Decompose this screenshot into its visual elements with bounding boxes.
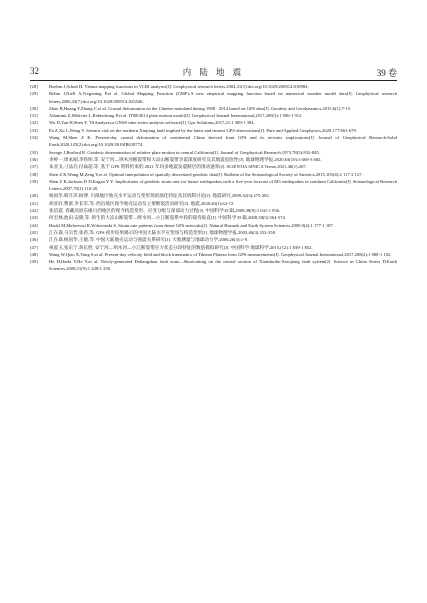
reference-entry xyxy=(30,214,397,221)
reference-entry xyxy=(30,222,397,229)
reference-text: Boehm J,Schuh H. Vienna mapping functions in VLBI analyses[J]. Geophysical research letters,2004,31(1):doi.org/10.1029/2003GL018984. xyxy=(49,84,309,89)
reference-entry xyxy=(30,112,397,119)
reference-text: Hackl M,Malservisi R,Wdowinski S. Strain rate patterns from dense GPS networks[J]. Natural Hazards and Earth System Sciences,2009,9(4):1 177-1 187. xyxy=(49,222,334,228)
reference-text: 李婷一,周本刚,李铁明,等. 安宁河—则木河断裂带和大凉山断裂带孕震深度研究及其地震危险性[J]. 地球物理学报,2020,63(10):3 669-3 682. xyxy=(49,156,322,162)
reference-number: [46] xyxy=(30,237,38,243)
reference-text: 胡亚轩,曹蕾,李长军,等. 西昌地区现今地壳运动及主要断裂活动研究[J]. 地震,2020,40(1):62-72. xyxy=(49,200,235,206)
reference-text: Fu Z,Xu L,Wang Y. Seismic risk on the northern Xinjiang fault implied by the latest and nearest GPS observations[J]. Pure and Applied Geophysics,2020,177:661-679. xyxy=(49,127,358,133)
reference-entry xyxy=(30,134,397,149)
reference-number: [28] xyxy=(30,84,38,89)
reference-number: [47] xyxy=(30,244,38,250)
reference-entry xyxy=(30,244,397,251)
reference-number: [38] xyxy=(30,171,38,177)
reference-number: [32] xyxy=(30,120,38,126)
reference-entry xyxy=(30,156,397,163)
reference-list xyxy=(30,83,397,273)
reference-text: 江在森,杨国华,王敏,等. 中国大陆地壳运动与强震关系研究[J]. 大地测量与地球动力学,2006,26(3):1-9. xyxy=(49,237,249,243)
reference-text: Shen Z K,Wang M,Zeng Y,et al. Optimal interpolation of spatially discretized geodetic data[J]. Bulletin of the Seismological Society of America,2015,105(4):2 117-2 127. xyxy=(49,171,363,177)
reference-entry xyxy=(30,207,397,214)
reference-text: Wang M,Shen Z K. Present-day crustal deformation of continental China derived from GPS and its tectonic implications[J]. Journal of Geophysical Research:Solid Earth,2020,125(2):doi.org/10.1029/2019JB018774. xyxy=(49,135,397,148)
reference-entry xyxy=(30,236,397,243)
reference-entry xyxy=(30,90,397,105)
reference-number: [30] xyxy=(30,105,38,111)
reference-text: He H,Ikeda Y,He Y,et al. Newly-generated Daliangshan fault zone—Shortcutting on the central section of Xianshuihe-Xiaojiang fault system[J]. Science in China Series D:Earth Sciences,2008,51(9):1 248-1 258. xyxy=(49,259,397,272)
reference-number: [29] xyxy=(30,91,38,97)
reference-entry xyxy=(30,258,397,273)
reference-text: 张培震. 青藏高原东缘川西地区的现今构造变形、应变分配与深部动力过程[J]. 中国科学:D 辑,2008,38(9):1 041-1 056. xyxy=(49,208,281,214)
reference-entry xyxy=(30,119,397,126)
reference-entry xyxy=(30,149,397,156)
reference-number: [33] xyxy=(30,127,38,133)
reference-number: [34] xyxy=(30,135,38,141)
reference-number: [37] xyxy=(30,164,38,170)
reference-text: Wang W,Qiao X,Yang S,et al. Present-day velocity field and block kinematics of Tibetan Plateau from GPS measurements[J]. Geophysical Journal International,2017,208(2):1 088-1 102. xyxy=(49,251,392,257)
reference-number: [49] xyxy=(30,259,38,265)
reference-number: [44] xyxy=(30,222,38,228)
reference-number: [31] xyxy=(30,113,38,119)
reference-entry xyxy=(30,163,397,170)
page-number: 32 xyxy=(30,66,39,76)
reference-number: [48] xyxy=(30,251,38,257)
reference-text: 祝爱玉,张东宁,蒋长胜. 安宁河—则木河—小江断裂带应力状态分段特征的数值模拟研究[J]. 中国科学:地球科学,2015,(12):1 839-1 852. xyxy=(49,244,313,250)
journal-title: 内 陆 地 震 xyxy=(182,67,245,77)
running-header xyxy=(30,66,397,80)
reference-text: Zhao B,Huang Y,Zhang C,et al. Crustal deformation on the Chinese mainland during 1998 - 2014 based on GPS data[J]. Geodesy and Geodynamics,2015,6(1):7-15. xyxy=(49,105,352,111)
reference-entry xyxy=(30,200,397,207)
reference-number: [36] xyxy=(30,156,38,162)
reference-text: 何宏林,池田,安隆,等. 新生的大凉山断裂带—鲜水河—小江断裂系中段的裁弯取直[J]. 中国科学:D 辑,2008,38(5):564-574. xyxy=(49,215,286,221)
reference-text: Savage J,Burford R. Geodetic determination of relative plate motion in central California[J]. Journal of Geophysical Research,1973,78(5):832-845. xyxy=(49,149,320,155)
reference-number: [45] xyxy=(30,229,38,235)
header-rule xyxy=(30,80,397,81)
reference-number: [39] xyxy=(30,178,38,184)
volume-label: 39 卷 xyxy=(376,68,397,78)
reference-number: [42] xyxy=(30,208,38,214)
reference-entry xyxy=(30,229,397,236)
reference-text: 杨国华,韩月萍,杨博. 川滇地区地壳水平运动与变形场的演化特征及其机制讨论[J]. 地震研究,2009,32(3):275-282. xyxy=(49,193,270,199)
reference-text: Böhm J,Niell A,Tregoning P,et al. Global Mapping Function (GMF):A new empirical mapping function based on numerical weather model data[J]. Geophysical research letters,2006,33(7):doi.org/10.1029/2005GL025546. xyxy=(49,91,397,104)
reference-number: [43] xyxy=(30,215,38,221)
reference-entry xyxy=(30,171,397,178)
reference-number: [41] xyxy=(30,200,38,206)
reference-entry xyxy=(30,251,397,258)
reference-text: Shen Z K,Jackson D D,Kagan Y Y. Implications of geodetic strain rate for future earthquakes,with a five-year forecast of M5 earthquakes in southern California[J]. Seismological Research Letters,2007,78(1):116-20. xyxy=(49,178,397,192)
reference-number: [35] xyxy=(30,149,38,155)
reference-text: 江在森,马宗晋,张希,等. GPS 初步结果揭示的中国大陆水平应变场与构造变形[J]. 地球物理学报,2003,46(3):352-358. xyxy=(49,229,277,235)
reference-number: [40] xyxy=(30,193,38,199)
reference-entry xyxy=(30,83,397,90)
reference-entry xyxy=(30,127,397,134)
reference-text: Wu D,Yan H,Shen Y. TSAnalyzer,a GNSS time series analysis software[J]. Gps Solutions,2017,21:1 389-1 394. xyxy=(49,120,255,126)
reference-entry xyxy=(30,105,397,112)
reference-text: 朱亚戈,刁法启,付焱超,等. 基于 GPS 资料约束的 2021 年玛多地震发震断层的滑动速率[J]. SCIENTIA SINICA Terrae,2021,48(1):207. xyxy=(49,164,307,170)
reference-entry xyxy=(30,178,397,193)
reference-entry xyxy=(30,192,397,199)
reference-text: Altamimi Z,Métivier L,Rebischung P,et al. ITRF2014 plate motion model[J]. Geophysical Journal International,2017,209(3):1 906-1 912. xyxy=(49,113,303,119)
